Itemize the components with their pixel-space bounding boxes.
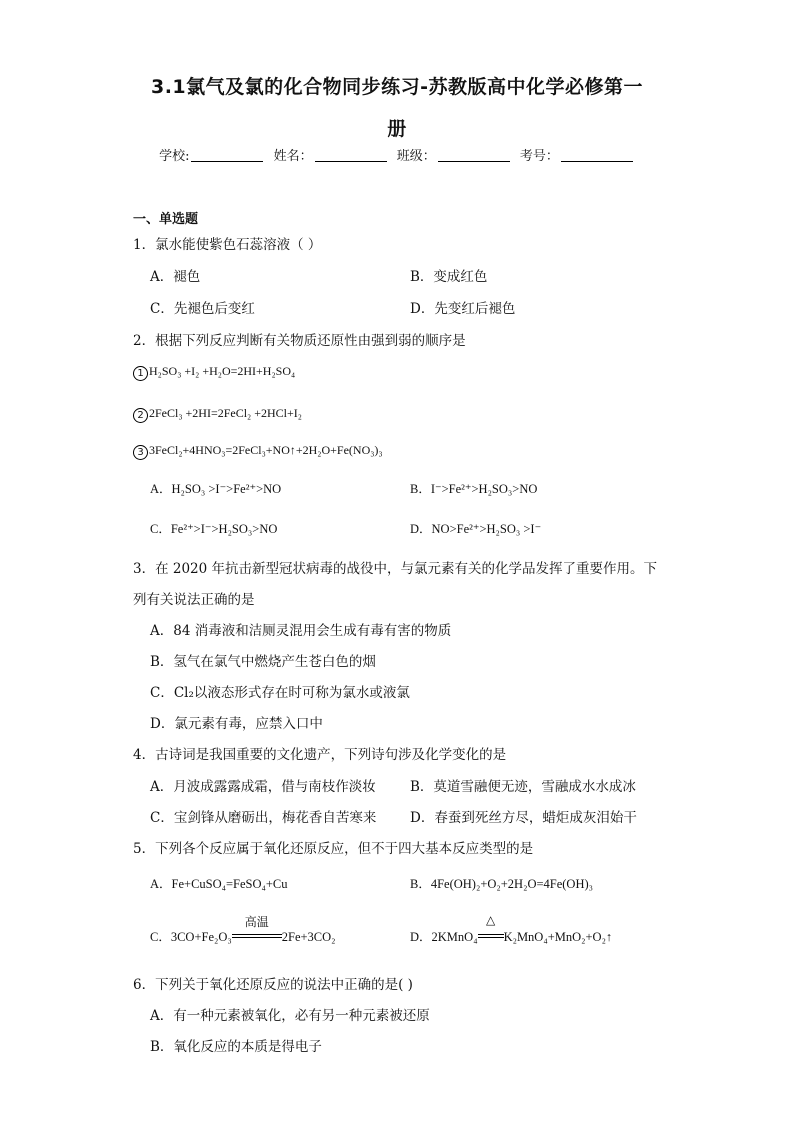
page-title: 3.1氯气及氯的化合物同步练习-苏教版高中化学必修第一 xyxy=(150,76,644,98)
question-4-option-a: A．月波成露露成霜，借与南枝作淡妆 xyxy=(150,779,376,795)
option-d-products: K₂MnO₄+MnO₂+O₂↑ xyxy=(503,930,613,944)
question-3-option-b: B．氢气在氯气中燃烧产生苍白色的烟 xyxy=(150,654,376,670)
question-5-option-c xyxy=(150,915,336,945)
school-blank xyxy=(191,149,263,162)
reaction-3-number: 3 xyxy=(133,445,148,460)
school-label: 学校: xyxy=(159,149,190,164)
question-2-stem: 2．根据下列反应判断有关物质还原性由强到弱的顺序是 xyxy=(133,333,466,349)
class-label: 班级： xyxy=(396,149,436,164)
question-1-option-a: A．褪色 xyxy=(150,269,201,285)
question-6-option-b: B．氧化反应的本质是得电子 xyxy=(150,1039,322,1055)
class-blank xyxy=(438,149,510,162)
question-4-option-c: C．宝剑锋从磨砺出，梅花香自苦寒来 xyxy=(150,810,377,826)
option-c-products: 2Fe+3CO₂ xyxy=(281,930,336,944)
reaction-1-number: 1 xyxy=(133,366,148,381)
high-temperature-label: 高温 xyxy=(244,915,269,929)
heat-symbol: △ xyxy=(485,913,496,927)
number-label: 考号： xyxy=(519,149,559,164)
option-d-reactants: D．2KMnO₄ xyxy=(410,930,478,944)
question-1-stem: 1．氯水能使紫色石蕊溶液（ ） xyxy=(133,237,322,253)
question-1-option-c: C．先褪色后变红 xyxy=(150,301,255,317)
reaction-3-equation: 3FeCl₂+4HNO₃=2FeCl₃+NO↑+2H₂O+Fe(NO₃)₃ xyxy=(149,443,383,457)
section-heading: 一、单选题 xyxy=(133,212,199,227)
double-line-arrow xyxy=(232,934,282,938)
question-5-stem: 5．下列各个反应属于氧化还原反应，但不于四大基本反应类型的是 xyxy=(133,841,534,857)
question-2-option-d: D．NO>Fe²⁺>H₂SO₃ >I⁻ xyxy=(410,522,542,536)
question-4-option-d: D．春蚕到死丝方尽，蜡炬成灰泪始干 xyxy=(410,810,637,826)
reaction-condition-arrow xyxy=(478,913,504,945)
question-4-option-b: B．莫道雪融便无迹，雪融成水水成冰 xyxy=(410,779,636,795)
option-c-reactants: C．3CO+Fe₂O₃ xyxy=(150,930,232,944)
question-2-option-a: A．H₂SO₃ >I⁻>Fe²⁺>NO xyxy=(150,482,282,496)
question-3-option-c: C．Cl₂以液态形式存在时可称为氯水或液氯 xyxy=(150,685,410,701)
question-3-option-d: D．氯元素有毒，应禁入口中 xyxy=(150,716,323,732)
number-blank xyxy=(561,149,633,162)
reaction-2-number: 2 xyxy=(133,408,148,423)
reaction-1-equation: H₂SO₃ +I₂ +H₂O=2HI+H₂SO₄ xyxy=(149,364,296,378)
question-3-option-a: A．84 消毒液和洁厕灵混用会生成有毒有害的物质 xyxy=(150,623,452,639)
question-1-option-b: B．变成红色 xyxy=(410,269,488,285)
name-label: 姓名： xyxy=(273,149,313,164)
student-info-line xyxy=(0,145,794,164)
question-5-option-d xyxy=(410,913,613,945)
reaction-2 xyxy=(133,406,302,423)
question-6-option-a: A．有一种元素被氧化，必有另一种元素被还原 xyxy=(150,1008,430,1024)
question-2-option-c: C．Fe²⁺>I⁻>H₂SO₃>NO xyxy=(150,522,278,536)
question-3-stem-continued: 列有关说法正确的是 xyxy=(133,592,255,608)
question-6-stem: 6．下列关于氧化还原反应的说法中正确的是( ) xyxy=(133,977,413,993)
reaction-2-equation: 2FeCl₃ +2HI=2FeCl₂ +2HCl+I₂ xyxy=(149,406,302,420)
question-5-option-b: B．4Fe(OH)₂+O₂+2H₂O=4Fe(OH)₃ xyxy=(410,877,594,891)
reaction-1 xyxy=(133,364,295,381)
reaction-condition-arrow xyxy=(232,915,282,945)
name-blank xyxy=(315,149,387,162)
question-1-option-d: D．先变红后褪色 xyxy=(410,301,516,317)
question-4-stem: 4．古诗词是我国重要的文化遗产，下列诗句涉及化学变化的是 xyxy=(133,747,507,763)
question-3-stem: 3．在 2020 年抗击新型冠状病毒的战役中，与氯元素有关的化学品发挥了重要作用。下 xyxy=(133,561,658,577)
page-title-continued: 册 xyxy=(387,118,407,140)
question-5-option-a: A．Fe+CuSO₄=FeSO₄+Cu xyxy=(150,877,288,891)
reaction-3 xyxy=(133,443,383,460)
double-line-arrow xyxy=(478,934,504,938)
question-2-option-b: B．I⁻>Fe²⁺>H₂SO₃>NO xyxy=(410,482,538,496)
